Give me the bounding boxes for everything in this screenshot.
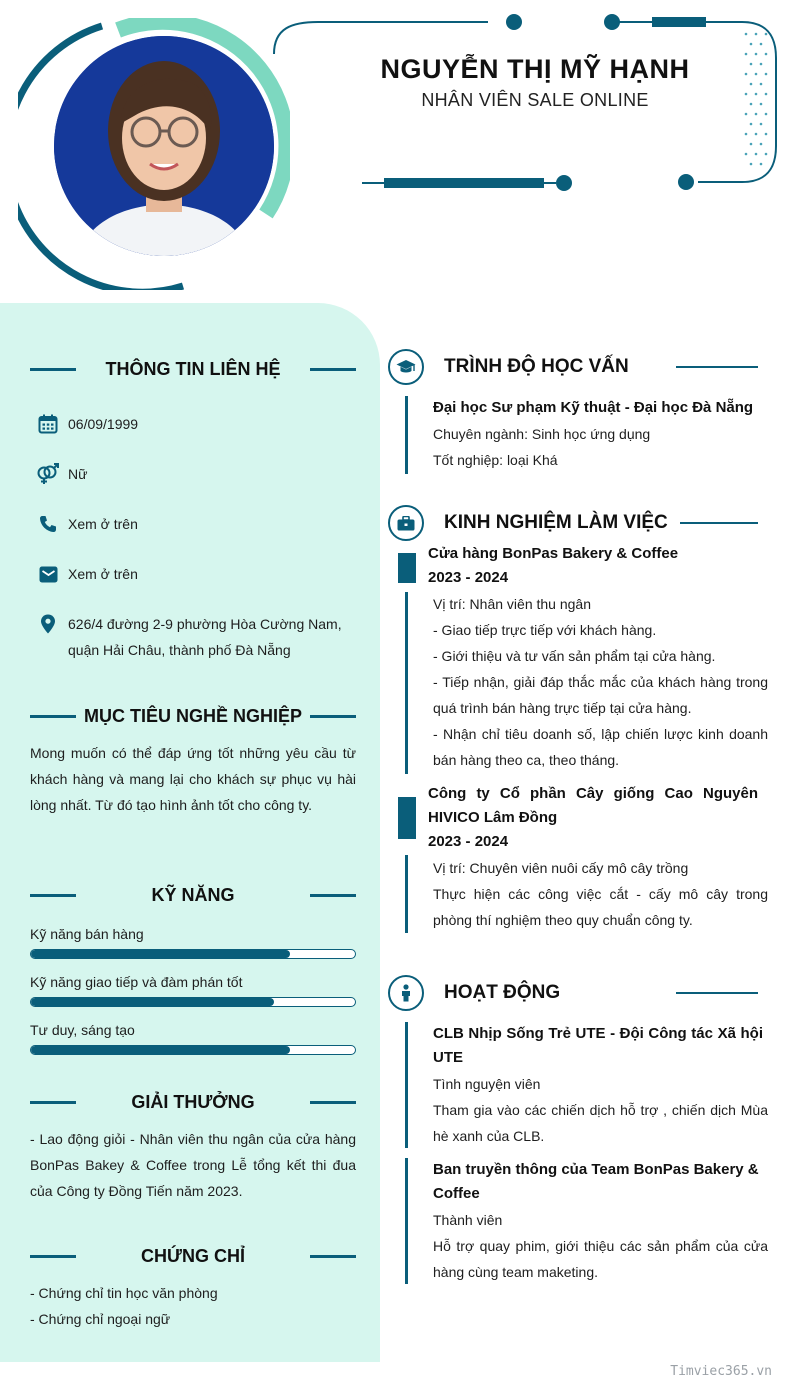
person-icon [388,975,424,1011]
email-icon [36,562,60,586]
portrait-illustration [54,36,274,256]
activity-timeline-line [405,1022,408,1148]
skill-fill [31,998,274,1006]
education-section-title: TRÌNH ĐỘ HỌC VẤN [388,349,758,385]
job-detail: - Nhận chỉ tiêu doanh số, lập chiến lược kinh doanh bán hàng theo ca, theo tháng. [433,726,768,768]
job-detail: - Giới thiệu và tư vấn sản phẩm tại cửa hàng. [433,648,716,664]
skill-fill [31,1046,290,1054]
skill-fill [31,950,290,958]
skill-label-sales: Kỹ năng bán hàng [30,926,144,942]
job-detail: Vị trí: Nhân viên thu ngân [433,596,591,612]
activity-timeline-line [405,1158,408,1284]
education-grade: Tốt nghiệp: loại Khá [433,452,558,468]
gender-icon [36,462,60,486]
activity-org: Ban truyền thông của Team BonPas Bakery & Coffee [433,1161,759,1202]
job-marker [398,797,416,839]
candidate-role: NHÂN VIÊN SALE ONLINE [421,90,649,110]
activity-org: CLB Nhịp Sống Trẻ UTE - Đội Công tác Xã hội UTE [433,1025,763,1066]
awards-section-title: GIẢI THƯỞNG [30,1090,356,1114]
awards-text: - Lao động giỏi - Nhân viên thu ngân của cửa hàng BonPas Bakey & Coffee trong Lễ tổng kết thi đua của Công ty Đồng Tiến năm 2023. [30,1131,356,1199]
job-detail: Vị trí: Chuyên viên nuôi cấy mô cây trồng [433,860,689,876]
contact-address: 626/4 đường 2-9 phường Hòa Cường Nam, quận Hải Châu, thành phố Đà Nẵng [36,612,366,663]
contact-birthday: 06/09/1999 [36,412,366,437]
job-period: 2023 - 2024 [428,569,509,586]
calendar-icon [36,412,60,436]
activity-role: Thành viên [433,1212,503,1228]
contact-gender: Nữ [36,462,366,487]
phone-icon [36,512,60,536]
objective-section-title: MỤC TIÊU NGHỀ NGHIỆP [30,704,356,728]
candidate-name: NGUYỄN THỊ MỸ HẠNH [380,54,690,84]
contact-section-title: THÔNG TIN LIÊN HỆ [30,357,356,381]
job-timeline-line [405,855,408,933]
job-company: Cửa hàng BonPas Bakery & Coffee [428,545,679,562]
activity-role: Tình nguyện viên [433,1076,541,1092]
profile-photo-frame [18,18,290,290]
certificate-item: - Chứng chỉ tin học văn phòng [30,1285,218,1301]
certificate-item: - Chứng chỉ ngoại ngữ [30,1311,171,1327]
education-major: Chuyên ngành: Sinh học ứng dụng [433,426,651,442]
location-pin-icon [36,612,60,636]
job-marker [398,553,416,583]
skills-section-title: KỸ NĂNG [30,883,356,907]
job-detail: - Tiếp nhận, giải đáp thắc mắc của khách hàng trong quá trình bán hàng trực tiếp tại cửa hàng. [433,674,768,716]
education-timeline-line [405,396,408,474]
education-school: Đại học Sư phạm Kỹ thuật - Đại học Đà Nẵng [433,399,754,416]
contact-phone: Xem ở trên [36,512,366,537]
activity-desc: Tham gia vào các chiến dịch hỗ trợ , chiến dịch Mùa hè xanh của CLB. [433,1102,768,1144]
briefcase-icon [388,505,424,541]
skill-label-communication: Kỹ năng giao tiếp và đàm phán tốt [30,974,243,990]
objective-text: Mong muốn có thể đáp ứng tốt những yêu cầu từ khách hàng và mang lại cho khách sự phục vụ hài lòng nhất. Từ đó tạo hình ảnh tốt cho công ty. [30,745,356,813]
skill-bar-communication [30,997,356,1007]
avatar [54,36,274,256]
skill-label-creativity: Tư duy, sáng tạo [30,1022,135,1038]
contact-email: Xem ở trên [36,562,366,587]
skill-bar-creativity [30,1045,356,1055]
activity-desc: Hỗ trợ quay phim, giới thiệu các sản phẩm của cửa hàng cùng team maketing. [433,1238,768,1280]
job-timeline-line [405,592,408,774]
job-company: Công ty Cổ phần Cây giống Cao Nguyên HIVICO Lâm Đồng [428,785,758,826]
job-detail: Thực hiện các công việc cắt - cấy mô cây trong phòng thí nghiệm theo quy chuẩn công ty. [433,886,768,928]
activities-section-title: HOẠT ĐỘNG [388,975,758,1011]
job-period: 2023 - 2024 [428,833,509,850]
job-detail: - Giao tiếp trực tiếp với khách hàng. [433,622,657,638]
certificates-section-title: CHỨNG CHỈ [30,1244,356,1268]
watermark: Timviec365.vn [670,1364,772,1379]
experience-section-title: KINH NGHIỆM LÀM VIỆC [388,505,758,541]
skill-bar-sales [30,949,356,959]
graduation-cap-icon [388,349,424,385]
